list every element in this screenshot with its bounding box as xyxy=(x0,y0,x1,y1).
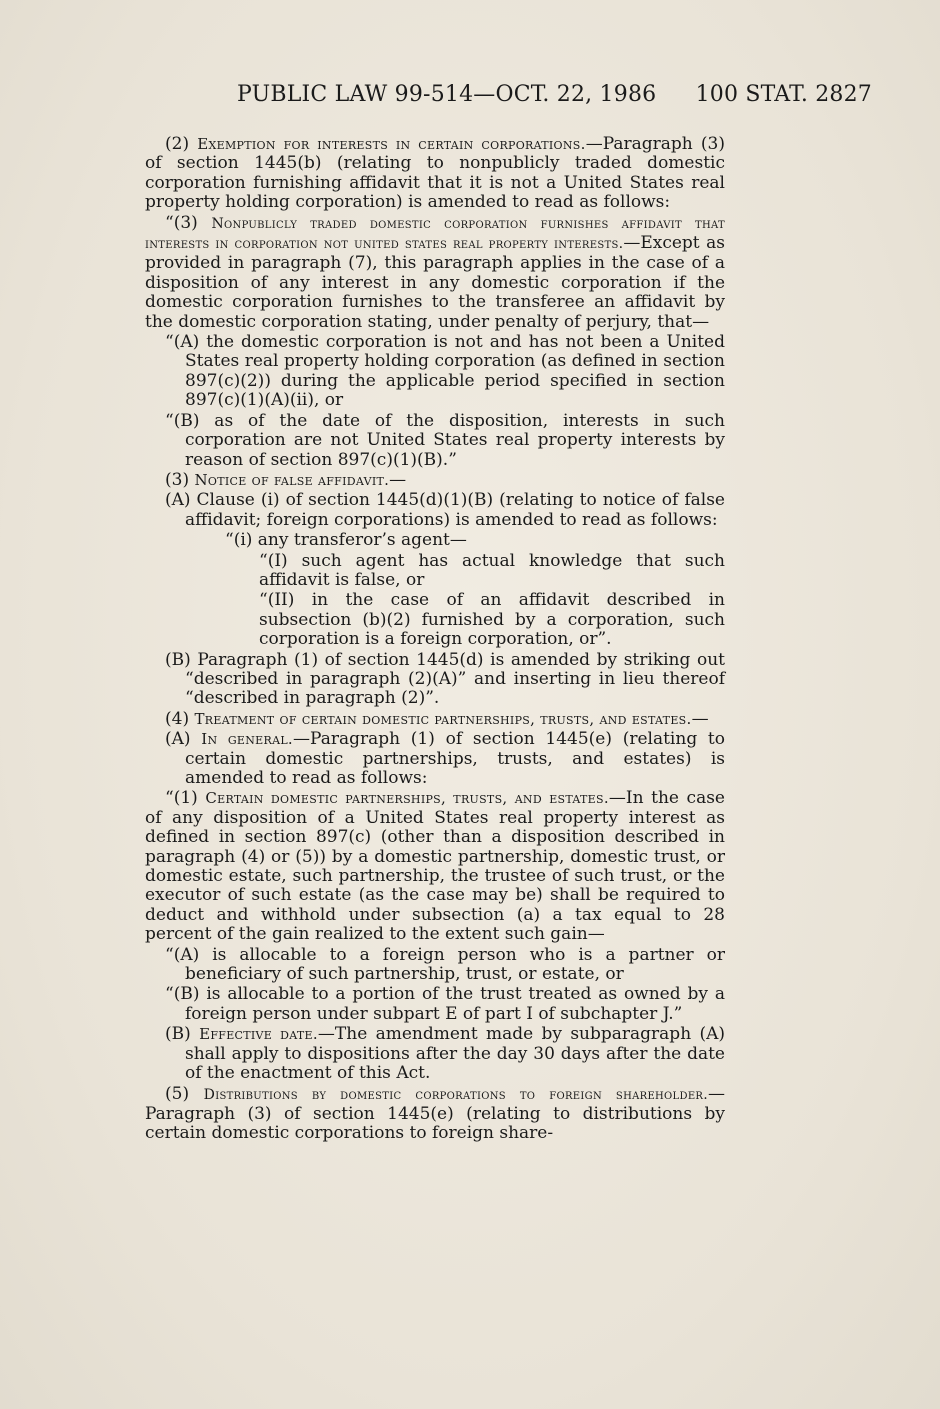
para-text: “(A) the domestic corporation is not and has not been a United States real property holding corporation (as defined in section 897(c)(2)) during the applicable period specified in section 897(c)(1)(A)(ii), or xyxy=(165,332,725,411)
header-stat-page: 100 STAT. 2827 xyxy=(695,82,872,107)
header-citation: PUBLIC LAW 99-514—OCT. 22, 1986 xyxy=(237,82,657,107)
para-heading: In general. xyxy=(201,730,294,749)
para-text: “(A) is allocable to a foreign person who is a partner or beneficiary of such partnership, trust, or estate, or xyxy=(165,944,725,985)
para-text: (A) Clause (i) of section 1445(d)(1)(B) (relating to notice of false affidavit; foreign corporations) is amended to read as follows: xyxy=(165,490,725,530)
para-number: “(3) xyxy=(165,212,212,233)
quoted-para-1 xyxy=(145,789,725,944)
para-number: (2) xyxy=(165,134,198,154)
document-body xyxy=(145,135,725,1145)
subpara-B-trust-portion xyxy=(145,985,725,1024)
para-text: (B) Paragraph (1) of section 1445(d) is amended by striking out “described in paragraph (2)(A)” and inserting in lieu thereof “described in paragraph (2)”. xyxy=(165,649,725,709)
subpara-A-foreign-person xyxy=(145,946,725,985)
subpara-B-disposition xyxy=(145,412,725,470)
para-heading: Distributions by domestic corporations to foreign shareholder. xyxy=(203,1086,708,1103)
para-text: “(II) in the case of an affidavit described in subsection (b)(2) furnished by a corporation, such corporation is a foreign corporation, or”. xyxy=(259,590,725,650)
para-heading: Treatment of certain domestic partnerships, trusts, and estates. xyxy=(194,709,692,728)
para-text: —The amendment made by subparagraph (A) shall apply to dispositions after the day 30 days after the date of the enactment of this Act. xyxy=(185,1024,726,1084)
para-heading: Nonpublicly traded domestic corporation furnishes affidavit that interests in corporation not united states real property interests. xyxy=(145,215,725,253)
para-heading: Effective date. xyxy=(199,1025,318,1044)
para-heading: Certain domestic partnerships, trusts, and estates. xyxy=(205,789,609,808)
para-text: — xyxy=(691,708,709,729)
para-text: —Except as provided in paragraph (7), this paragraph applies in the case of a disposition of any interest in any domestic corporation if the domestic corporation furnishes to the transferee an affidavit by the domestic corporation stating, under penalty of perjury, that— xyxy=(145,233,725,332)
clause-i-agent xyxy=(145,531,725,550)
para-number: “(1) xyxy=(165,788,206,809)
para-heading: Exemption for interests in certain corporations. xyxy=(197,135,586,153)
para-5-distributions xyxy=(145,1085,725,1144)
para-4-treatment xyxy=(145,710,725,729)
subpara-A-in-general xyxy=(145,730,725,788)
page-header xyxy=(145,82,872,112)
para-text: — xyxy=(389,469,407,490)
para-number: (4) xyxy=(165,708,195,729)
subpara-A-holding-corp xyxy=(145,333,725,411)
para-3-notice xyxy=(145,471,725,490)
subpara-A-clause-i xyxy=(145,491,725,530)
para-text: —Paragraph (1) of section 1445(e) (relating to certain domestic partnerships, trusts, and estates) is amended to read as follows: xyxy=(185,729,726,788)
para-text: “(B) as of the date of the disposition, interests in such corporation are not United States real property interests by reason of section 897(c)(1)(B).” xyxy=(165,410,725,470)
para-text: “(i) any transferor’s agent— xyxy=(225,530,467,551)
subpara-B-paragraph-1 xyxy=(145,651,725,709)
para-text: —In the case of any disposition of a United States real property interest as defined in section 897(c) (other than a disposition described in paragraph (4) or (5)) by a domestic partnership, domestic trust, or domestic estate, such partnership, the trustee of such trust, or the executor of such estate (as the case may be) shall be required to deduct and withhold under subsection (a) a tax equal to 28 percent of the gain realized to the extent such gain— xyxy=(145,788,725,945)
para-text: —Paragraph (3) of section 1445(e) (relating to distributions by certain domestic corporations to foreign share- xyxy=(145,1083,725,1144)
subpara-B-effective-date xyxy=(145,1025,725,1083)
para-number: (3) xyxy=(165,469,195,490)
quoted-para-3 xyxy=(145,214,725,332)
para-number: (A) xyxy=(165,729,202,750)
subclause-I xyxy=(145,552,725,591)
subclause-II xyxy=(145,591,725,649)
para-2-exemption xyxy=(145,135,725,213)
para-text: “(I) such agent has actual knowledge that such affidavit is false, or xyxy=(259,550,725,590)
para-text: —Paragraph (3) of section 1445(b) (relating to nonpublicly traded domestic corporation furnishing affidavit that it is not a United States real property holding corporation) is amended to read as follows: xyxy=(145,134,726,213)
para-heading: Notice of false affidavit. xyxy=(194,470,390,489)
para-text: “(B) is allocable to a portion of the trust treated as owned by a foreign person under subpart E of part I of subchapter J.” xyxy=(165,984,725,1024)
para-number: (B) xyxy=(165,1024,200,1045)
para-number: (5) xyxy=(165,1083,204,1104)
